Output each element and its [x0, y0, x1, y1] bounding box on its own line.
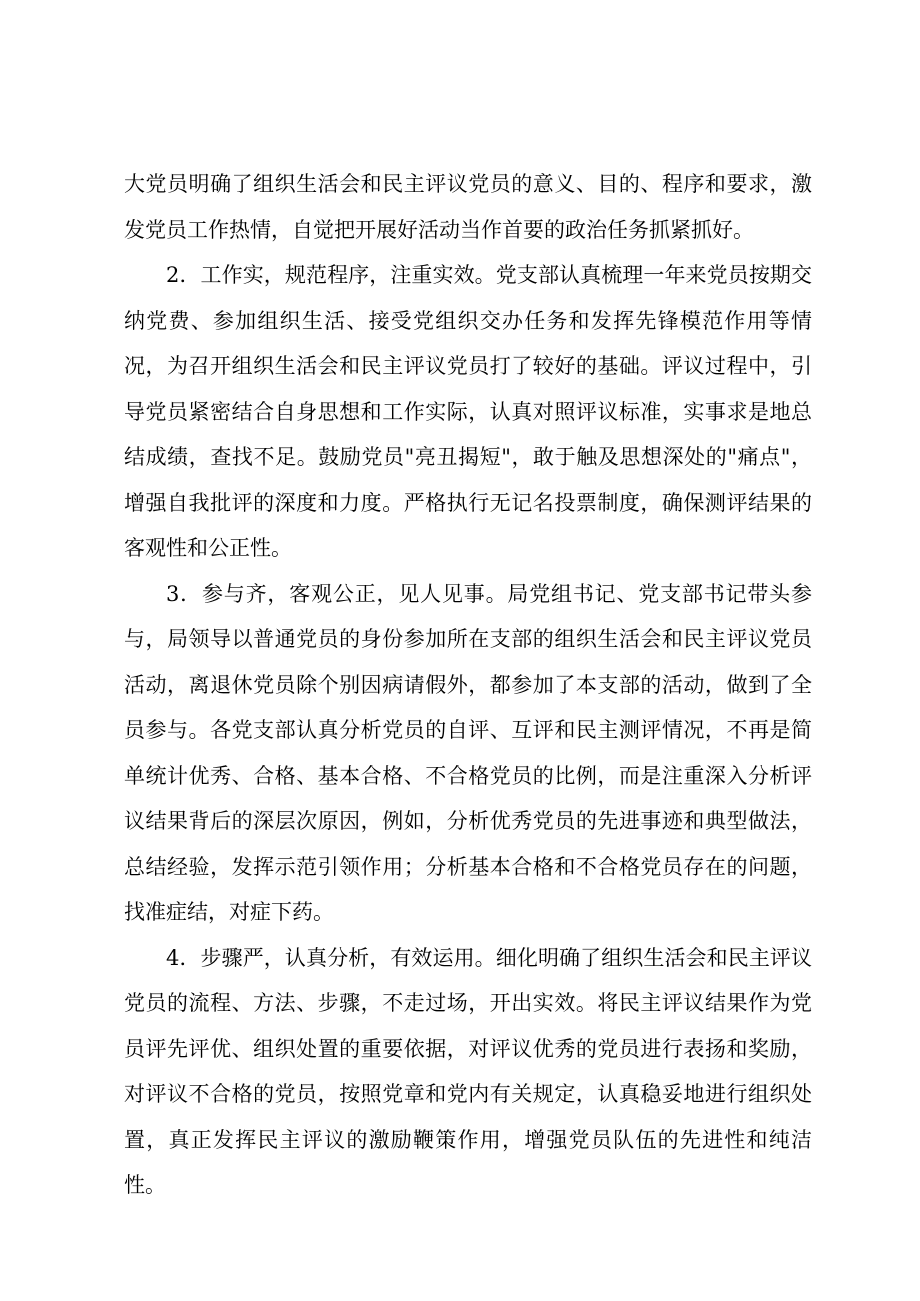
paragraph-item-2: 2．工作实，规范程序，注重实效。党支部认真梳理一年来党员按期交纳党费、参加组织生活、接受党组织交办任务和发挥先锋模范作用等情况，为召开组织生活会和民主评议党员打了较好的基础。评议过程中，引导党员紧密结合自身思想和工作实际，认真对照评议标准，实事求是地总结成绩，查找不足。鼓励党员"亮丑揭短"，敢于触及思想深处的"痛点"，增强自我批评的深度和力度。严格执行无记名投票制度，确保测评结果的客观性和公正性。 [124, 263, 812, 560]
paragraph-item-4: 4．步骤严，认真分析，有效运用。细化明确了组织生活会和民主评议党员的流程、方法、步骤，不走过场，开出实效。将民主评议结果作为党员评先评优、组织处置的重要依据，对评议优秀的党员进行表扬和奖励，对评议不合格的党员，按照党章和党内有关规定，认真稳妥地进行组织处置，真正发挥民主评议的激励鞭策作用，增强党员队伍的先进性和纯洁性。 [124, 945, 812, 1197]
document-page [124, 162, 812, 1209]
paragraph-continuation: 大党员明确了组织生活会和民主评议党员的意义、目的、程序和要求，激发党员工作热情，自觉把开展好活动当作首要的政治任务抓紧抓好。 [124, 172, 812, 242]
paragraph-item-3: 3．参与齐，客观公正，见人见事。局党组书记、党支部书记带头参与，局领导以普通党员的身份参加所在支部的组织生活会和民主评议党员活动，离退休党员除个别因病请假外，都参加了本支部的活动，做到了全员参与。各党支部认真分析党员的自评、互评和民主测评情况，不再是简单统计优秀、合格、基本合格、不合格党员的比例，而是注重深入分析评议结果背后的深层次原因，例如，分析优秀党员的先进事迹和典型做法，总结经验，发挥示范引领作用；分析基本合格和不合格党员存在的问题，找准症结，对症下药。 [124, 581, 812, 924]
